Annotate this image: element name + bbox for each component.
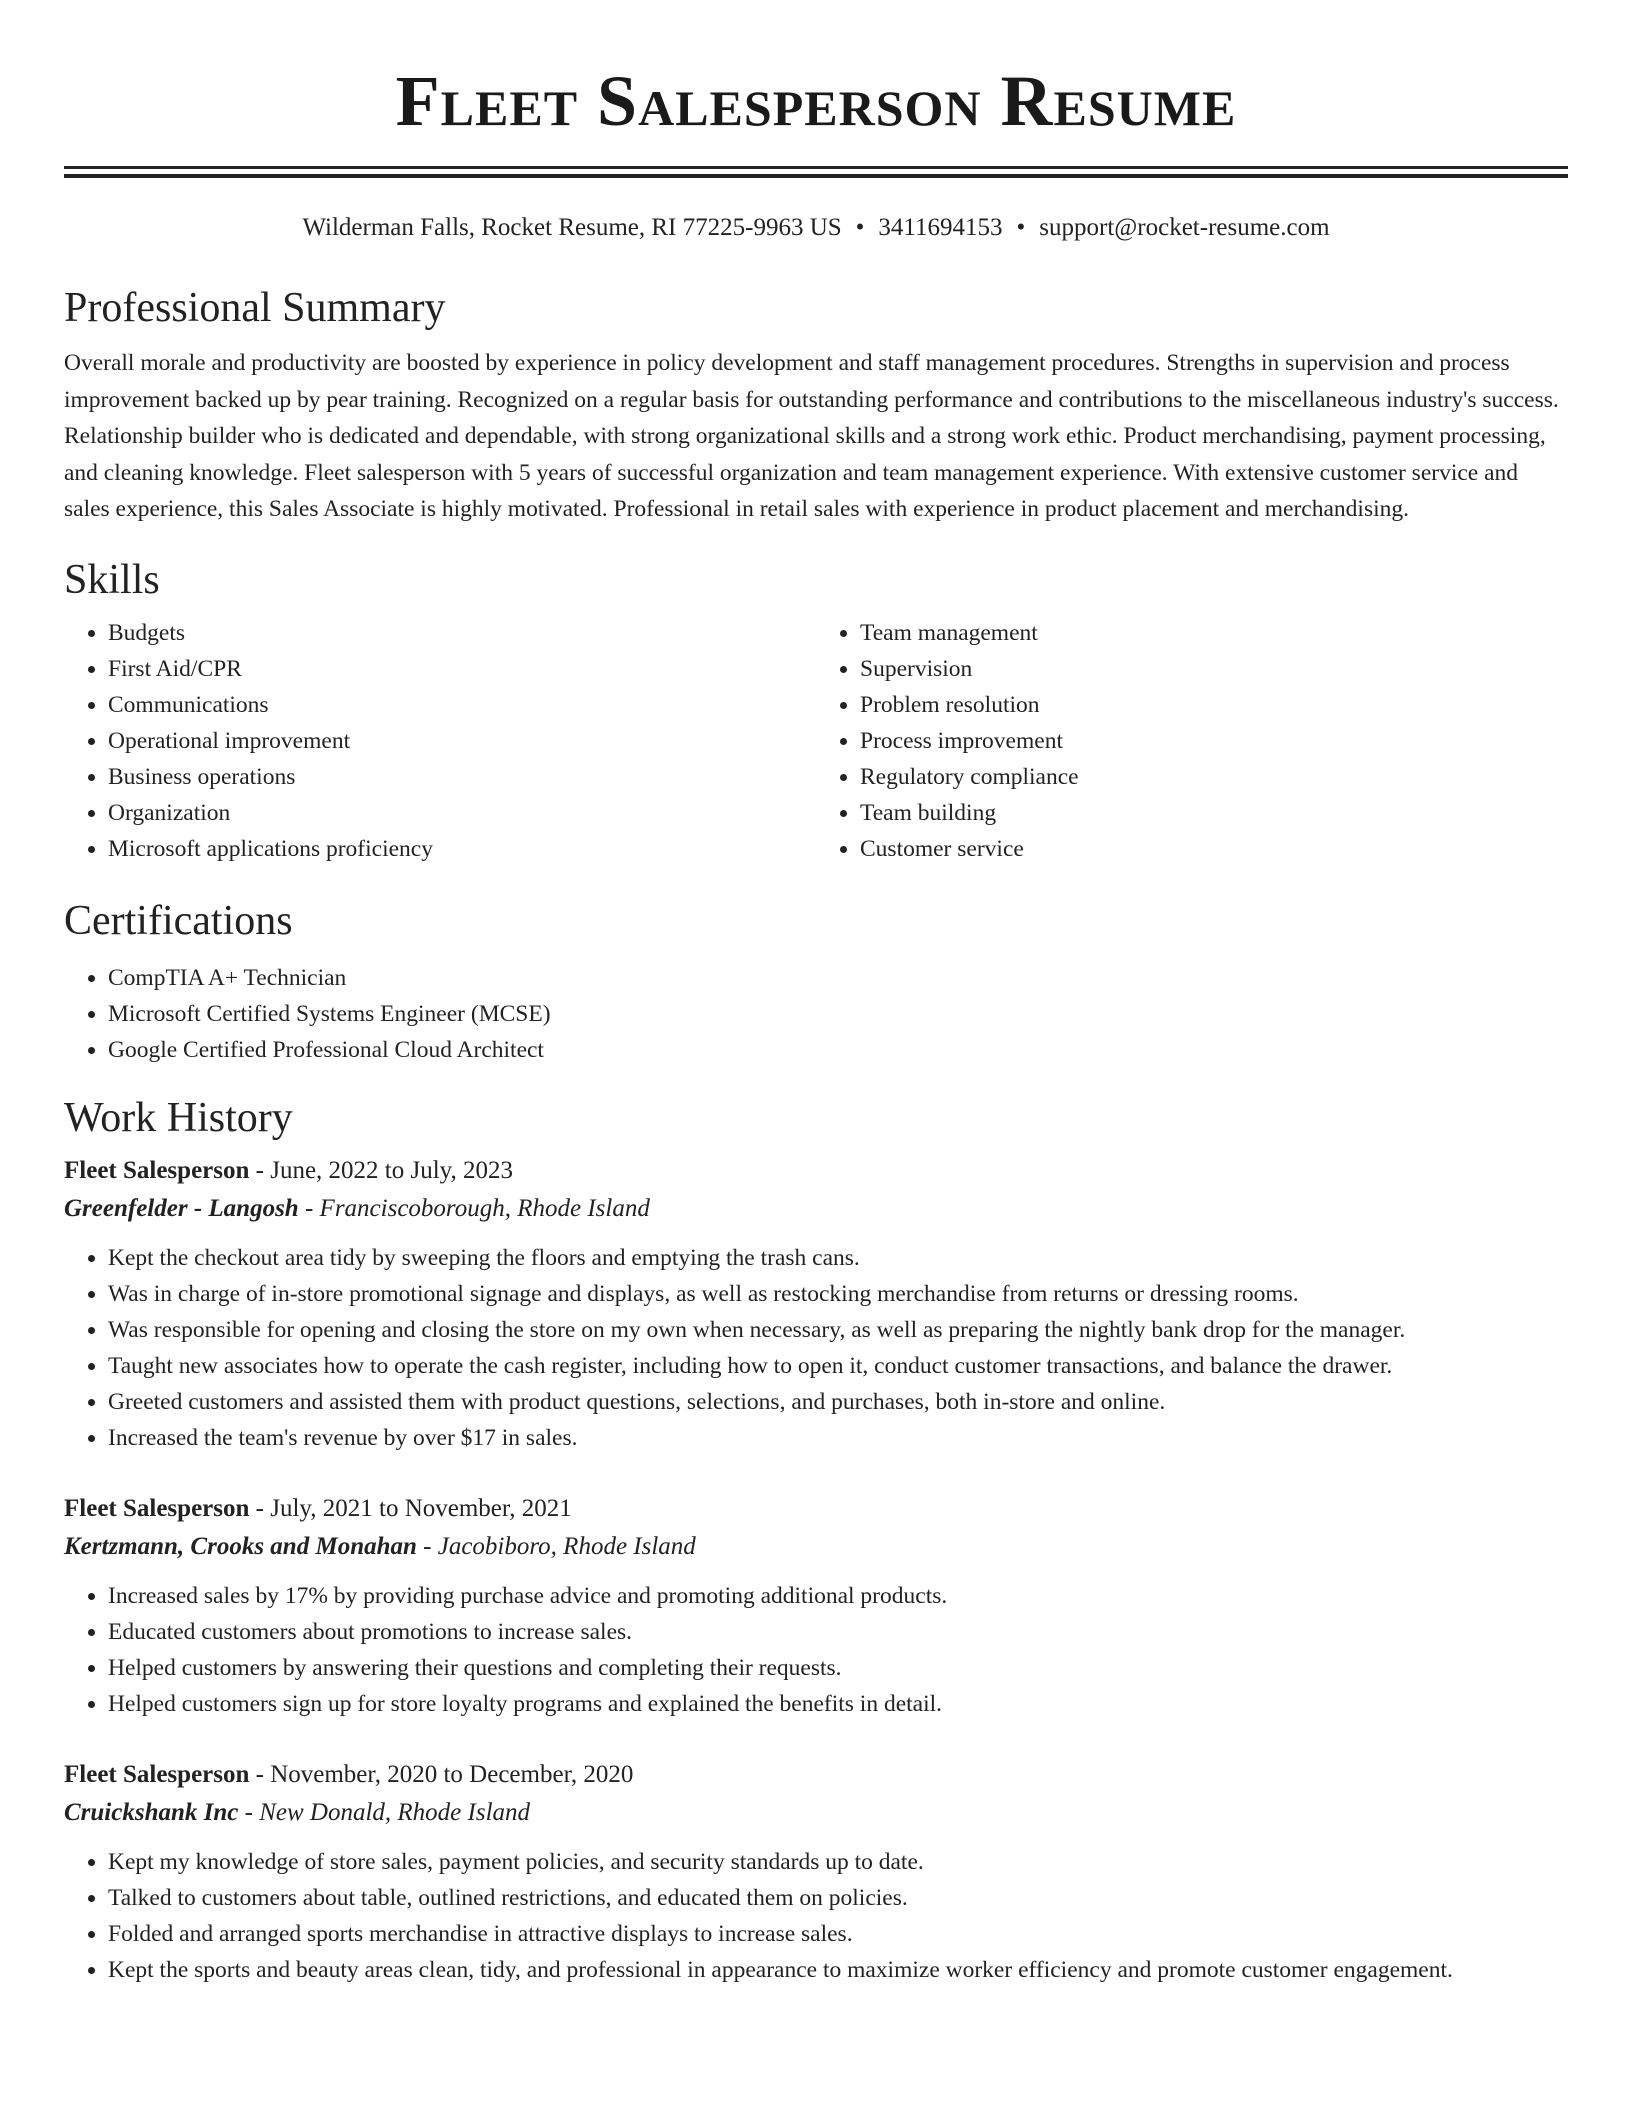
skill-item: • Organization — [108, 795, 816, 831]
job-company-line — [64, 1794, 1568, 1832]
skill-item: • Budgets — [108, 615, 816, 651]
skill-item: • Team management — [860, 615, 1568, 651]
job-bullets — [64, 1578, 1568, 1722]
job-dates: - July, 2021 to November, 2021 — [249, 1494, 572, 1522]
skill-item: • Supervision — [860, 651, 1568, 687]
skill-item: • First Aid/CPR — [108, 651, 816, 687]
summary-heading: Professional Summary — [64, 285, 446, 331]
job-location: - New Donald, Rhode Island — [238, 1798, 531, 1826]
title-divider-bottom — [64, 174, 1568, 178]
job-bullets — [64, 1240, 1568, 1456]
job-bullet: • Greeted customers and assisted them with product questions, selections, and purchases, both in-store and online. — [108, 1384, 1568, 1420]
job-bullet: • Educated customers about promotions to increase sales. — [108, 1614, 1568, 1650]
skill-item: • Operational improvement — [108, 723, 816, 759]
skills-heading: Skills — [64, 556, 160, 603]
job-company: Greenfelder - Langosh — [64, 1194, 299, 1222]
job-bullet: • Talked to customers about table, outlined restrictions, and educated them on policies. — [108, 1880, 1568, 1916]
skill-item: • Business operations — [108, 759, 816, 795]
contact-phone: 3411694153 — [878, 214, 1003, 241]
job-bullet: • Increased the team's revenue by over $17 in sales. — [108, 1420, 1568, 1456]
certification-item: • Google Certified Professional Cloud Architect — [108, 1032, 1568, 1068]
job-company-line — [64, 1190, 1568, 1228]
job-bullet: • Helped customers by answering their questions and completing their requests. — [108, 1650, 1568, 1686]
job-bullet: • Kept the checkout area tidy by sweeping the floors and emptying the trash cans. — [108, 1240, 1568, 1276]
job-entry — [64, 1490, 1568, 1722]
resume-title: Fleet Salesperson Resume — [395, 61, 1237, 141]
job-location: - Franciscoborough, Rhode Island — [298, 1194, 650, 1222]
skills-columns — [64, 615, 1568, 867]
skill-item: • Customer service — [860, 831, 1568, 867]
job-bullet: • Taught new associates how to operate the cash register, including how to open it, conduct customer transactions, and balance the drawer. — [108, 1348, 1568, 1384]
job-bullet: • Increased sales by 17% by providing purchase advice and promoting additional products. — [108, 1578, 1568, 1614]
job-location: - Jacobiboro, Rhode Island — [416, 1532, 696, 1560]
job-bullet: • Was in charge of in-store promotional signage and displays, as well as restocking merchandise from returns or dressing rooms. — [108, 1276, 1568, 1312]
skill-item: • Problem resolution — [860, 687, 1568, 723]
title-divider-top — [64, 166, 1568, 169]
certifications-heading: Certifications — [64, 897, 293, 944]
job-title-line — [64, 1756, 1568, 1794]
job-bullet: • Kept the sports and beauty areas clean, tidy, and professional in appearance to maximize worker efficiency and promote customer engagement. — [108, 1952, 1568, 1988]
job-company: Kertzmann, Crooks and Monahan — [64, 1532, 417, 1560]
skill-item: • Communications — [108, 687, 816, 723]
certification-item: • CompTIA A+ Technician — [108, 960, 1568, 996]
job-role: Fleet Salesperson — [64, 1760, 250, 1788]
job-dates: - June, 2022 to July, 2023 — [249, 1156, 514, 1184]
skill-item: • Regulatory compliance — [860, 759, 1568, 795]
job-title-line — [64, 1490, 1568, 1528]
contact-email: support@rocket-resume.com — [1039, 214, 1330, 241]
job-bullet: • Folded and arranged sports merchandise in attractive displays to increase sales. — [108, 1916, 1568, 1952]
job-bullet: • Was responsible for opening and closing the store on my own when necessary, as well as preparing the nightly bank drop for the manager. — [108, 1312, 1568, 1348]
job-bullet: • Helped customers sign up for store loyalty programs and explained the benefits in detail. — [108, 1686, 1568, 1722]
job-role: Fleet Salesperson — [64, 1494, 250, 1522]
job-dates: - November, 2020 to December, 2020 — [249, 1760, 634, 1788]
job-bullet: • Kept my knowledge of store sales, payment policies, and security standards up to date. — [108, 1844, 1568, 1880]
certifications-list — [64, 960, 1568, 1068]
skill-item: • Process improvement — [860, 723, 1568, 759]
job-title-line — [64, 1152, 1568, 1190]
job-company-line — [64, 1528, 1568, 1566]
job-entry — [64, 1152, 1568, 1456]
work-history-heading: Work History — [64, 1094, 293, 1141]
skill-item: • Team building — [860, 795, 1568, 831]
job-entry — [64, 1756, 1568, 1988]
skills-list-right — [816, 615, 1568, 867]
contact-separator: • — [1016, 214, 1026, 241]
job-role: Fleet Salesperson — [64, 1156, 250, 1184]
skill-item: • Microsoft applications proficiency — [108, 831, 816, 867]
contact-line — [64, 212, 1568, 244]
contact-address: Wilderman Falls, Rocket Resume, RI 77225-9963 US — [302, 214, 842, 241]
job-bullets — [64, 1844, 1568, 1988]
skills-list-left — [64, 615, 816, 867]
certification-item: • Microsoft Certified Systems Engineer (MCSE) — [108, 996, 1568, 1032]
summary-text: Overall morale and productivity are boosted by experience in policy development and staff management procedures. Strengths in supervision and process improvement backed up by pear training. Recognized on a regular basis for outstanding performance and contributions to the miscellaneous industry's success. Relationship builder who is dedicated and dependable, with strong organizational skills and a strong work ethic. Product merchandising, payment processing, and cleaning knowledge. Fleet salesperson with 5 years of successful organization and team management experience. With extensive customer service and sales experience, this Sales Associate is highly motivated. Professional in retail sales with experience in product placement and merchandising. — [64, 350, 1559, 522]
job-company: Cruickshank Inc — [64, 1798, 239, 1826]
contact-separator: • — [855, 214, 865, 241]
